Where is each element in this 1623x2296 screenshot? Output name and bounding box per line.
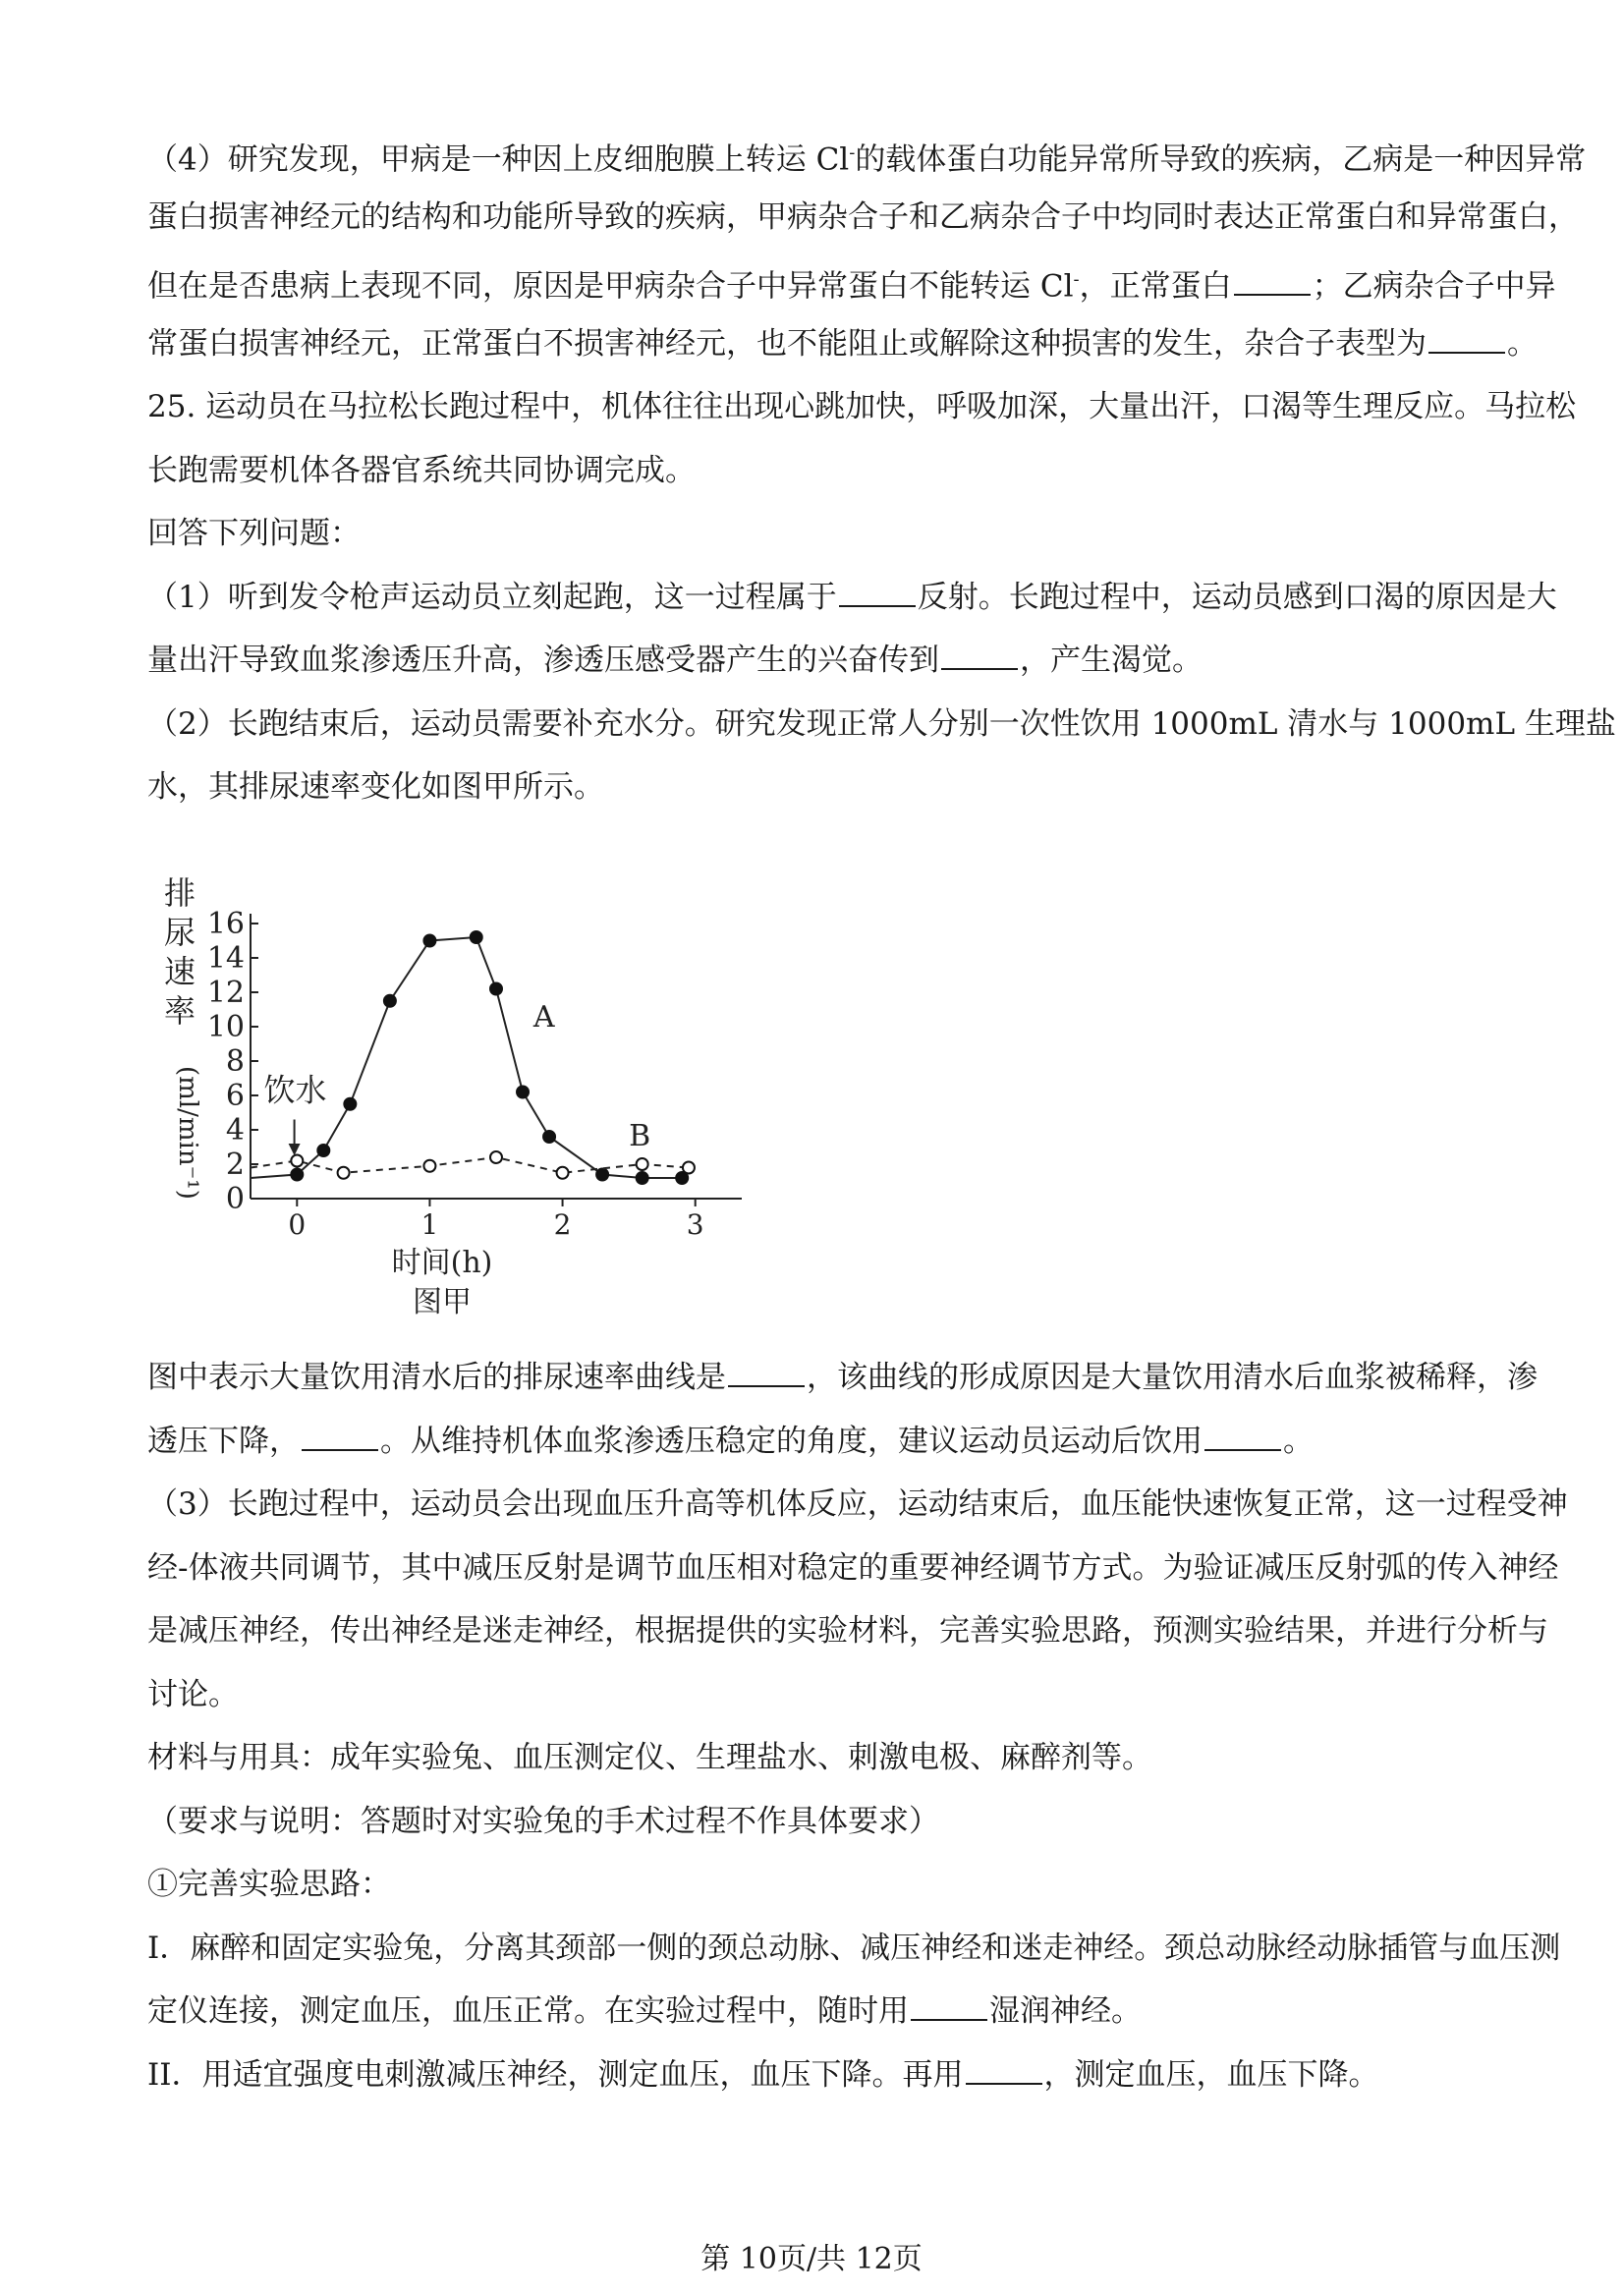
data-point-B: [291, 1155, 303, 1167]
answer-blank[interactable]: [728, 1358, 805, 1387]
text-run: 是减压神经，传出神经是迷走神经，根据提供的实验材料，完善实验思路，预测实验结果，并进行分析与: [147, 1613, 1548, 1649]
text-run: ，正常蛋白: [1079, 268, 1232, 305]
data-point-B: [637, 1158, 648, 1170]
text-run: 量出汗导致血浆渗透压升高，渗透压感受器产生的兴奋传到: [147, 643, 939, 678]
y-tick-label: 0: [225, 1182, 245, 1216]
data-point-A: [596, 1169, 608, 1181]
annotation-drink-water: 饮水: [263, 1071, 327, 1109]
y-axis-label-char: 排: [163, 874, 196, 912]
text-run: 。从维持机体血浆渗透压稳定的角度，建议运动员运动后饮用: [380, 1423, 1203, 1459]
text-run: ，产生渴觉。: [1020, 643, 1203, 678]
y-axis-label-char: 率: [163, 992, 196, 1030]
text-run: （3）长跑过程中，运动员会出现血压升高等机体反应，运动结束后，血压能快速恢复正常，这一过程受神: [147, 1486, 1568, 1522]
annotation-arrow-head: [289, 1144, 301, 1155]
text-line: [147, 134, 1587, 179]
text-run: II．用适宜强度电刺激减压神经，测定血压，血压下降。再用: [147, 2056, 964, 2093]
text-run: 水，其排尿速率变化如图甲所示。: [147, 769, 604, 805]
y-tick-label: 14: [206, 941, 245, 976]
data-point-A: [637, 1172, 648, 1184]
series-label-B: B: [629, 1118, 651, 1153]
series-label-A: A: [532, 1000, 555, 1035]
text-run: 。: [1507, 325, 1538, 362]
data-point-A: [490, 983, 502, 995]
data-point-A: [543, 1131, 555, 1143]
urine-rate-chart: [152, 855, 791, 1326]
series-line-A: [251, 937, 682, 1178]
x-tick-label: 1: [420, 1208, 439, 1241]
data-point-B: [338, 1167, 350, 1179]
chart-figure-jia: [152, 855, 791, 1326]
text-run: 材料与用具：成年实验兔、血压测定仪、生理盐水、刺激电极、麻醉剂等。: [147, 1740, 1152, 1775]
data-point-A: [384, 995, 396, 1007]
text-run: （要求与说明：答题时对实验兔的手术过程不作具体要求）: [147, 1803, 939, 1839]
chart-title: 图甲: [413, 1285, 472, 1319]
superscript-charge: -: [849, 142, 856, 163]
text-run: 湿润神经。: [989, 1993, 1142, 2029]
text-run: （1）听到发令枪声运动员立刻起跑，这一过程属于: [147, 579, 837, 615]
text-line: [147, 1865, 1493, 1904]
text-line: [147, 578, 1557, 617]
answer-blank[interactable]: [1234, 266, 1311, 296]
text-line: [147, 1738, 1493, 1777]
data-point-A: [344, 1098, 356, 1110]
text-line: [147, 1422, 1493, 1461]
answer-blank[interactable]: [941, 641, 1018, 670]
y-tick-label: 6: [225, 1079, 245, 1113]
text-line: [147, 767, 1493, 807]
y-tick-label: 4: [225, 1113, 245, 1148]
text-run: 透压下降，: [147, 1423, 300, 1459]
text-run: 的载体蛋白功能异常所导致的疾病，乙病是一种因异常: [855, 141, 1587, 178]
text-run: （2）长跑结束后，运动员需要补充水分。研究发现正常人分别一次性饮用 1000mL 清水与 1000mL 生理盐: [147, 705, 1616, 742]
answer-blank[interactable]: [966, 2055, 1042, 2085]
answer-blank[interactable]: [1204, 1422, 1281, 1451]
text-run: 讨论。: [147, 1676, 239, 1712]
text-run: 经-体液共同调节，其中减压反射是调节血压相对稳定的重要神经调节方式。为验证减压反射弧的传入神经: [147, 1549, 1559, 1586]
answer-blank[interactable]: [911, 1991, 987, 2021]
data-point-B: [490, 1151, 502, 1163]
text-run: 常蛋白损害神经元，正常蛋白不损害神经元，也不能阻止或解除这种损害的发生，杂合子表型为: [147, 325, 1427, 362]
y-axis-label-char: 速: [163, 953, 196, 990]
text-run: ，测定血压，血压下降。: [1043, 2056, 1379, 2093]
data-point-B: [683, 1162, 695, 1174]
series-line-B: [251, 1157, 689, 1173]
text-run: （4）研究发现，甲病是一种因上皮细胞膜上转运 Cl: [147, 141, 850, 178]
text-run: I．麻醉和固定实验兔，分离其颈部一侧的颈总动脉、减压神经和迷走神经。颈总动脉经动脉插管与血压测: [147, 1930, 1561, 1966]
y-tick-label: 2: [225, 1148, 245, 1182]
text-line: [147, 1484, 1568, 1524]
text-run: 长跑需要机体各器官系统共同协调完成。: [147, 452, 696, 488]
text-run: 但在是否患病上表现不同，原因是甲病杂合子中异常蛋白不能转运 Cl: [147, 268, 1074, 305]
text-run: 。: [1283, 1423, 1314, 1459]
text-line: [147, 1991, 1493, 2031]
x-tick-label: 2: [553, 1208, 572, 1241]
answer-blank[interactable]: [839, 578, 916, 607]
text-line: [147, 1611, 1548, 1651]
text-line: [147, 1675, 1493, 1714]
text-run: 图中表示大量饮用清水后的排尿速率曲线是: [147, 1360, 726, 1395]
text-line: [147, 324, 1538, 364]
text-run: ；乙病杂合子中异: [1312, 268, 1556, 305]
data-point-A: [317, 1145, 329, 1156]
data-point-A: [471, 931, 482, 943]
text-line: [147, 451, 1493, 490]
text-line: [147, 514, 1493, 553]
data-point-A: [423, 935, 435, 947]
text-line: [147, 1929, 1561, 1968]
superscript-charge: -: [1073, 269, 1080, 290]
text-line: [147, 2055, 1493, 2095]
x-tick-label: 0: [288, 1208, 307, 1241]
y-axis-label-char: 尿: [163, 914, 196, 951]
text-run: 25. 运动员在马拉松长跑过程中，机体往往出现心跳加快，呼吸加深，大量出汗，口渴等生理反应。马拉松: [147, 389, 1577, 424]
text-line: [147, 1548, 1559, 1588]
text-line: [147, 1358, 1538, 1397]
text-run: ，该曲线的形成原因是大量饮用清水后血浆被稀释，渗: [807, 1360, 1538, 1395]
text-line: [147, 387, 1577, 426]
y-tick-label: 12: [206, 976, 245, 1010]
text-line: [147, 704, 1616, 744]
answer-blank[interactable]: [1428, 324, 1505, 354]
text-line: [147, 197, 1579, 237]
text-run: 回答下列问题：: [147, 516, 361, 551]
text-run: ①完善实验思路：: [147, 1867, 391, 1902]
data-point-A: [517, 1087, 529, 1098]
text-run: 反射。长跑过程中，运动员感到口渴的原因是大: [917, 579, 1557, 615]
x-tick-label: 3: [686, 1208, 704, 1241]
y-axis-label-unit: (ml/min⁻¹): [173, 1066, 202, 1200]
text-line: [147, 260, 1556, 306]
y-tick-label: 8: [225, 1044, 245, 1079]
data-point-B: [423, 1160, 435, 1172]
y-tick-label: 10: [206, 1010, 245, 1044]
answer-blank[interactable]: [302, 1422, 378, 1451]
text-run: 定仪连接，测定血压，血压正常。在实验过程中，随时用: [147, 1993, 909, 2029]
data-point-A: [291, 1169, 303, 1181]
text-line: [147, 1802, 1493, 1841]
text-line: [147, 641, 1493, 680]
y-tick-label: 16: [206, 907, 245, 941]
data-point-B: [557, 1167, 569, 1179]
text-run: 蛋白损害神经元的结构和功能所导致的疾病，甲病杂合子和乙病杂合子中均同时表达正常蛋白和异常蛋白，: [147, 198, 1579, 235]
page-footer: 第 10页/共 12页: [700, 2242, 923, 2276]
x-axis-label: 时间(h): [391, 1246, 493, 1280]
